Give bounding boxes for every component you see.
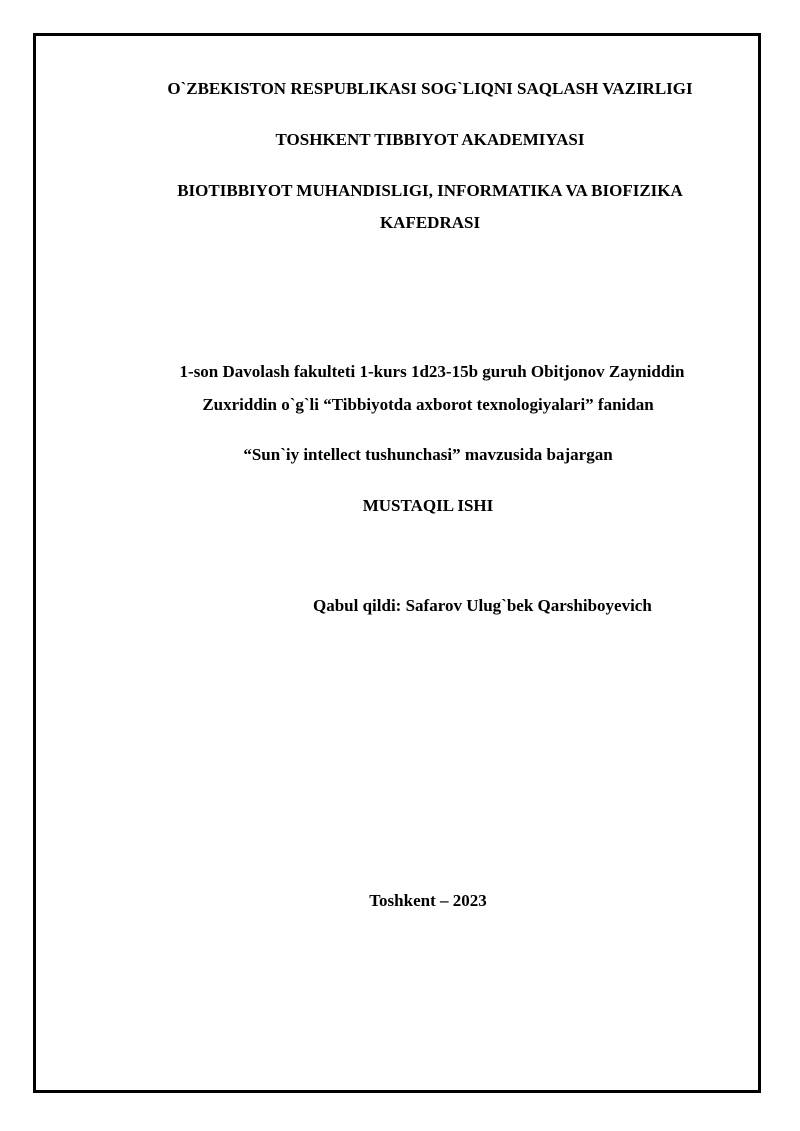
- student-info-line2: Zuxriddin o`g`li “Tibbiyotda axborot texnologiyalari” fanidan: [202, 395, 654, 414]
- department-title-line2: KAFEDRASI: [379, 213, 481, 232]
- ministry-title: O`ZBEKISTON RESPUBLIKASI SOG`LIQNI SAQLASH VAZIRLIGI: [167, 79, 693, 98]
- academy-title: TOSHKENT TIBBIYOT AKADEMIYASI: [275, 130, 585, 149]
- student-info-line1: 1-son Davolash fakulteti 1-kurs 1d23-15b guruh Obitjonov Zayniddin: [179, 362, 685, 381]
- department-title-line1: BIOTIBBIYOT MUHANDISLIGI, INFORMATIKA VA BIOFIZIKA: [177, 181, 683, 200]
- reviewer-line: Qabul qildi: Safarov Ulug`bek Qarshiboyevich: [313, 596, 652, 615]
- topic-line: “Sun`iy intellect tushunchasi” mavzusida bajargan: [243, 445, 613, 464]
- city-year: Toshkent – 2023: [369, 891, 487, 910]
- work-type-title: MUSTAQIL ISHI: [362, 496, 494, 515]
